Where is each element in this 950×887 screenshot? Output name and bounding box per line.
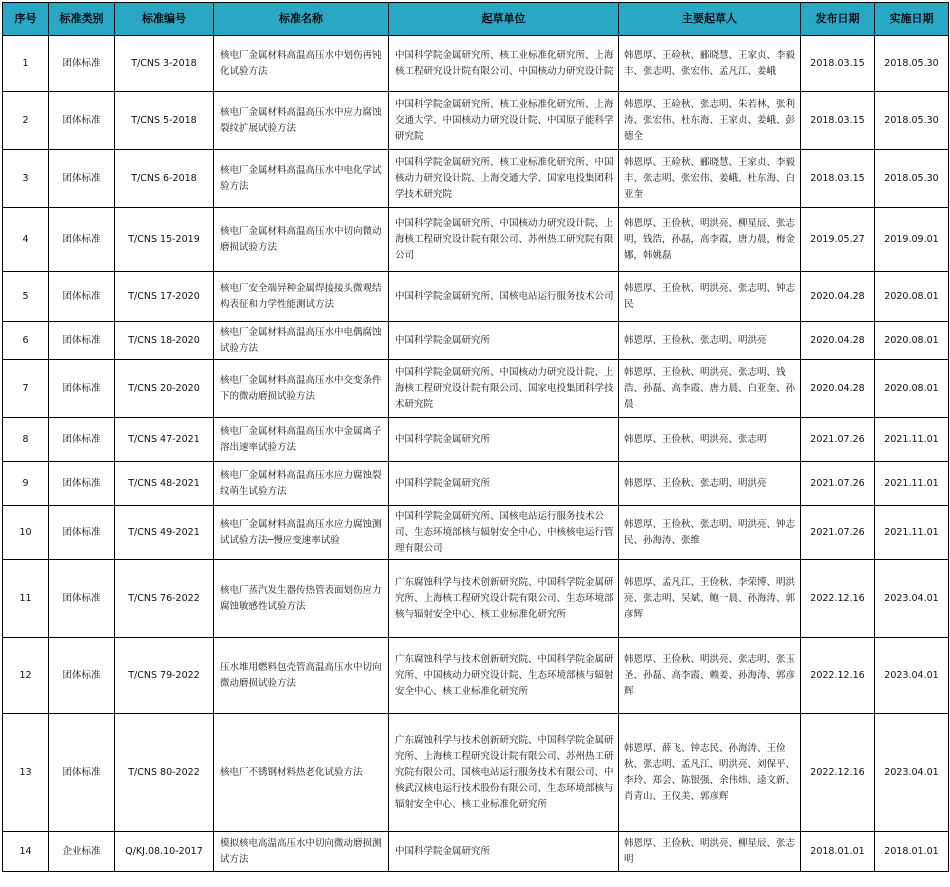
row-category: 团体标准 — [49, 360, 115, 418]
row-release-date: 2018.03.15 — [801, 92, 875, 150]
row-authors: 韩恩厚、王硷秋、郦晓慧、王家贞、李毅丰、张志明、张宏伟、姜峨、杜东海、白亚奎 — [619, 150, 801, 208]
row-category: 团体标准 — [49, 714, 115, 832]
row-number: 5 — [3, 272, 49, 322]
row-release-date: 2021.07.26 — [801, 506, 875, 560]
row-unit: 中国科学院金属研究所、国核电站运行服务技术公司 — [389, 272, 619, 322]
row-unit: 中国科学院金属研究所、中国核动力研究设计院、上海核工程研究设计院有限公司、苏州热工研究院有限公司 — [389, 208, 619, 272]
row-release-date: 2022.12.16 — [801, 714, 875, 832]
row-unit: 中国科学院金属研究所 — [389, 832, 619, 872]
row-code: T/CNS 79-2022 — [115, 638, 214, 714]
table-row — [3, 714, 949, 832]
row-unit: 中国科学院金属研究所、核工业标准化研究所、中国核动力研究设计院、上海交通大学、国家电投集团科学技术研究院 — [389, 150, 619, 208]
row-category: 团体标准 — [49, 36, 115, 92]
row-release-date: 2018.01.01 — [801, 832, 875, 872]
header-row — [3, 3, 949, 36]
row-unit: 广东腐蚀科学与技术创新研究院、中国科学院金属研究所、上海核工程研究设计院有限公司、生态环境部核与辐射安全中心、核工业标准化研究所 — [389, 560, 619, 638]
row-authors: 韩恩厚、王俭秋、明洪亮、张志明、钟志民 — [619, 272, 801, 322]
row-category: 团体标准 — [49, 560, 115, 638]
row-release-date: 2020.04.28 — [801, 360, 875, 418]
row-code: T/CNS 17-2020 — [115, 272, 214, 322]
row-category: 团体标准 — [49, 418, 115, 462]
row-number: 4 — [3, 208, 49, 272]
row-unit: 中国科学院金属研究所、核工业标准化研究所、上海核工程研究设计院有限公司、中国核动力研究设计院 — [389, 36, 619, 92]
header-name: 标准名称 — [214, 3, 389, 36]
table-row — [3, 36, 949, 92]
row-name: 核电厂不锈钢材料热老化试验方法 — [214, 714, 389, 832]
row-unit: 广东腐蚀科学与技术创新研究院、中国科学院金属研究所、上海核工程研究设计院有限公司、苏州热工研究院有限公司、国核电站运行服务技术有限公司、中核武汉核电运行技术股份有限公司、生态环境部核与辐射安全中心、核工业标准化研究所 — [389, 714, 619, 832]
row-category: 团体标准 — [49, 462, 115, 506]
row-authors: 韩恩厚、王俭秋、明洪亮、柳星辰、张志明，钱浩，孙磊，高李霞，唐力晨，梅金娜，韩姚磊 — [619, 208, 801, 272]
row-unit: 中国科学院金属研究所、核工业标准化研究所、上海交通大学、中国核动力研究设计院、中国原子能科学研究院 — [389, 92, 619, 150]
row-authors: 韩恩厚、王硷秋、郦晓慧、王家贞、李毅丰、张志明、张宏伟、孟凡江、姜峨 — [619, 36, 801, 92]
row-category: 企业标准 — [49, 832, 115, 872]
row-code: T/CNS 5-2018 — [115, 92, 214, 150]
row-unit: 广东腐蚀科学与技术创新研究院、中国科学院金属研究所、中国核动力研究设计院、生态环境部核与辐射安全中心、核工业标准化研究所 — [389, 638, 619, 714]
row-code: T/CNS 20-2020 — [115, 360, 214, 418]
row-effective-date: 2018.05.30 — [875, 150, 949, 208]
table-row — [3, 418, 949, 462]
row-category: 团体标准 — [49, 150, 115, 208]
row-category: 团体标准 — [49, 322, 115, 360]
row-authors: 韩恩厚、王硷秋、张志明、朱若林、张利涛、张宏伟、杜东海、王家贞、姜峨、彭德全 — [619, 92, 801, 150]
header-unit: 起草单位 — [389, 3, 619, 36]
row-number: 13 — [3, 714, 49, 832]
row-authors: 韩恩厚、王俭秋、明洪亮、张志明、钱浩、孙磊、高李霞、唐力晨、白亚奎、孙晨 — [619, 360, 801, 418]
row-name: 核电厂蒸汽发生器传热管表面划伤应力腐蚀敏感性试验方法 — [214, 560, 389, 638]
row-effective-date: 2023.04.01 — [875, 638, 949, 714]
row-unit: 中国科学院金属研究所 — [389, 462, 619, 506]
row-code: T/CNS 47-2021 — [115, 418, 214, 462]
row-release-date: 2019.05.27 — [801, 208, 875, 272]
row-effective-date: 2021.11.01 — [875, 418, 949, 462]
table-row — [3, 92, 949, 150]
row-code: T/CNS 6-2018 — [115, 150, 214, 208]
row-category: 团体标准 — [49, 506, 115, 560]
header-no: 序号 — [3, 3, 49, 36]
row-release-date: 2021.07.26 — [801, 418, 875, 462]
header-effective-date: 实施日期 — [875, 3, 949, 36]
table-row — [3, 832, 949, 872]
row-unit: 中国科学院金属研究所、国核电站运行服务技术公司、生态环境部核与辐射安全中心、中核核电运行管理有限公司 — [389, 506, 619, 560]
row-code: T/CNS 76-2022 — [115, 560, 214, 638]
row-number: 11 — [3, 560, 49, 638]
standards-table — [2, 2, 949, 872]
row-category: 团体标准 — [49, 638, 115, 714]
row-name: 压水堆用燃料包壳管高温高压水中切向微动磨损试验方法 — [214, 638, 389, 714]
row-number: 12 — [3, 638, 49, 714]
row-release-date: 2020.04.28 — [801, 322, 875, 360]
row-authors: 韩恩厚、王俭秋、张志明、明洪亮、钟志民、孙海涛、张维 — [619, 506, 801, 560]
row-release-date: 2022.12.16 — [801, 638, 875, 714]
row-effective-date: 2021.11.01 — [875, 506, 949, 560]
row-effective-date: 2018.05.30 — [875, 92, 949, 150]
row-effective-date: 2020.08.01 — [875, 322, 949, 360]
row-authors: 韩恩厚、王俭秋、张志明、明洪亮 — [619, 462, 801, 506]
row-release-date: 2018.03.15 — [801, 150, 875, 208]
row-name: 核电厂安全端异种金属焊接接头微观结构表征和力学性能测试方法 — [214, 272, 389, 322]
header-authors: 主要起草人 — [619, 3, 801, 36]
row-name: 核电厂金属材料高温高压水中电化学试验方法 — [214, 150, 389, 208]
row-code: T/CNS 3-2018 — [115, 36, 214, 92]
row-name: 核电厂金属材料高温高压水中应力腐蚀裂纹扩展试验方法 — [214, 92, 389, 150]
row-number: 2 — [3, 92, 49, 150]
row-number: 1 — [3, 36, 49, 92]
row-release-date: 2021.07.26 — [801, 462, 875, 506]
row-name: 核电厂金属材料高温高压水中划伤再钝化试验方法 — [214, 36, 389, 92]
row-effective-date: 2023.04.01 — [875, 560, 949, 638]
row-number: 10 — [3, 506, 49, 560]
row-authors: 韩恩厚、王俭秋、明洪亮、张志明 — [619, 418, 801, 462]
row-effective-date: 2019.09.01 — [875, 208, 949, 272]
row-code: T/CNS 48-2021 — [115, 462, 214, 506]
table-row — [3, 360, 949, 418]
table-row — [3, 322, 949, 360]
row-authors: 韩恩厚、王俭秋、张志明、明洪亮 — [619, 322, 801, 360]
row-effective-date: 2021.11.01 — [875, 462, 949, 506]
row-category: 团体标准 — [49, 208, 115, 272]
row-code: T/CNS 18-2020 — [115, 322, 214, 360]
table-row — [3, 272, 949, 322]
table-row — [3, 560, 949, 638]
header-release-date: 发布日期 — [801, 3, 875, 36]
row-release-date: 2022.12.16 — [801, 560, 875, 638]
table-row — [3, 462, 949, 506]
row-name: 模拟核电高温高压水中切向微动磨损测试方法 — [214, 832, 389, 872]
row-number: 9 — [3, 462, 49, 506]
row-effective-date: 2020.08.01 — [875, 272, 949, 322]
row-release-date: 2020.04.28 — [801, 272, 875, 322]
row-number: 14 — [3, 832, 49, 872]
table-row — [3, 506, 949, 560]
row-number: 8 — [3, 418, 49, 462]
row-category: 团体标准 — [49, 92, 115, 150]
row-unit: 中国科学院金属研究所 — [389, 418, 619, 462]
row-effective-date: 2023.04.01 — [875, 714, 949, 832]
row-unit: 中国科学院金属研究所、中国核动力研究设计院、上海核工程研究设计院有限公司、国家电投集团科学技术研究院 — [389, 360, 619, 418]
row-authors: 韩恩厚、薛飞、钟志民、孙海涛、王俭秋、张志明、孟凡江、明洪亮、刘保平、李玲、郑会、陈银强、余伟炜、逵文新、肖青山、王仪美、郭彦辉 — [619, 714, 801, 832]
row-authors: 韩恩厚、王俭秋、明洪亮、张志明、张玉圣、孙磊、高李霞、赖姜、孙海涛、郭彦辉 — [619, 638, 801, 714]
row-name: 核电厂金属材料高温高压水中切向微动磨损试验方法 — [214, 208, 389, 272]
row-effective-date: 2018.05.30 — [875, 36, 949, 92]
row-authors: 韩恩厚、孟凡江、王俭秋、李荣博、明洪亮、张志明、吴斌、鲍一晨、孙海涛、郭彦辉 — [619, 560, 801, 638]
row-effective-date: 2020.08.01 — [875, 360, 949, 418]
header-category: 标准类别 — [49, 3, 115, 36]
row-name: 核电厂金属材料高温高压水中交变条件下的微动磨损试验方法 — [214, 360, 389, 418]
row-code: T/CNS 15-2019 — [115, 208, 214, 272]
row-name: 核电厂金属材料高温高压水应力腐蚀测试试验方法─慢应变速率试验 — [214, 506, 389, 560]
row-unit: 中国科学院金属研究所 — [389, 322, 619, 360]
row-number: 6 — [3, 322, 49, 360]
table-row — [3, 208, 949, 272]
row-code: T/CNS 49-2021 — [115, 506, 214, 560]
row-authors: 韩恩厚、王俭秋、明洪亮、柳星辰、张志明 — [619, 832, 801, 872]
row-category: 团体标准 — [49, 272, 115, 322]
table-row — [3, 638, 949, 714]
row-name: 核电厂金属材料高温高压水中金属离子溶出速率试验方法 — [214, 418, 389, 462]
row-effective-date: 2018.01.01 — [875, 832, 949, 872]
row-name: 核电厂金属材料高温高压水应力腐蚀裂纹萌生试验方法 — [214, 462, 389, 506]
row-release-date: 2018.03.15 — [801, 36, 875, 92]
header-code: 标准编号 — [115, 3, 214, 36]
row-name: 核电厂金属材料高温高压水中电偶腐蚀试验方法 — [214, 322, 389, 360]
row-number: 3 — [3, 150, 49, 208]
row-code: T/CNS 80-2022 — [115, 714, 214, 832]
row-code: Q/KJ.08.10-2017 — [115, 832, 214, 872]
row-number: 7 — [3, 360, 49, 418]
table-row — [3, 150, 949, 208]
